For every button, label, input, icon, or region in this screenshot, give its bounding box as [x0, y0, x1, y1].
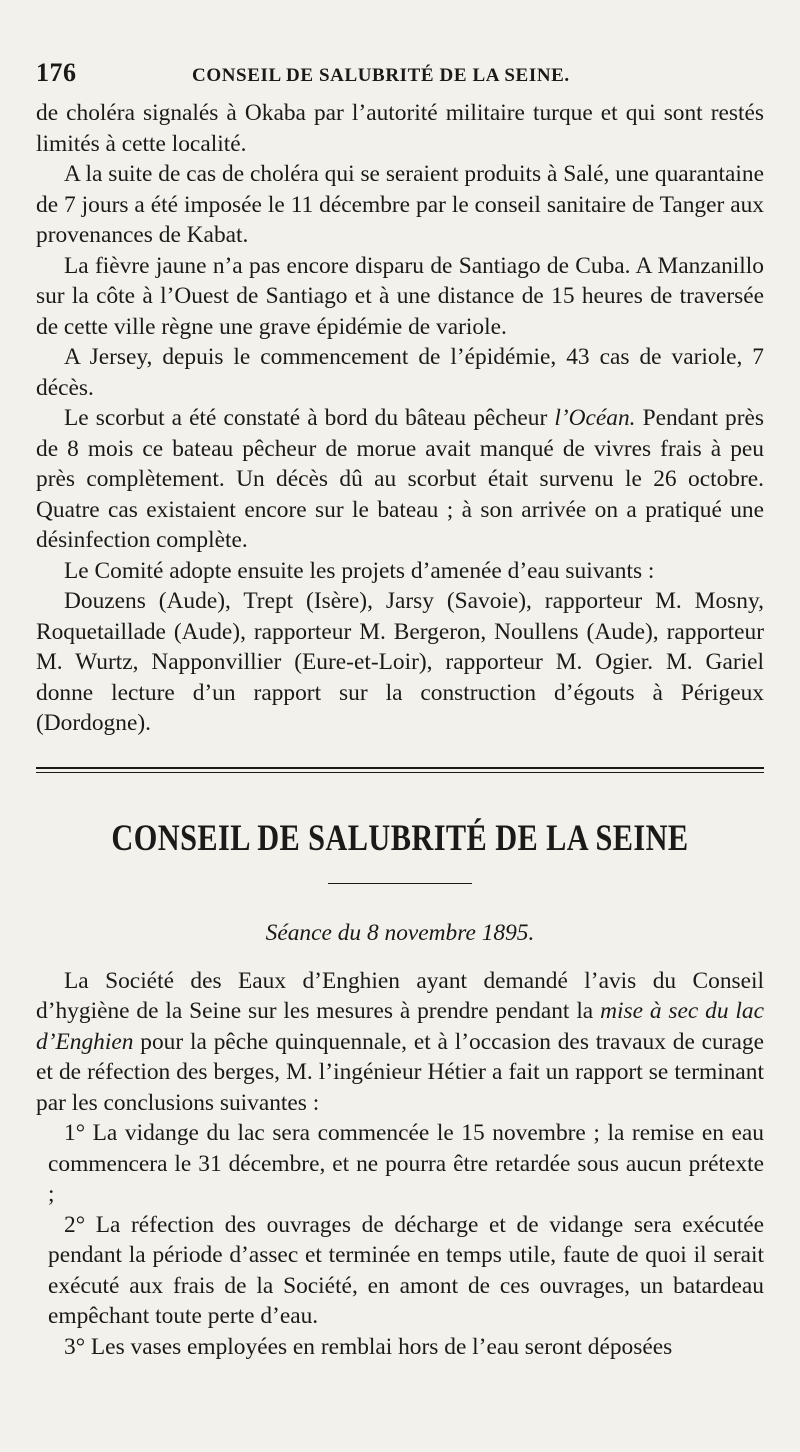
- session-date: Séance du 8 novembre 1895.: [265, 919, 535, 946]
- paragraph: [36, 966, 764, 1119]
- page-number: 176: [36, 58, 77, 87]
- list-item: 3° Les vases employées en remblai hors de l’eau seront déposées: [64, 1333, 673, 1360]
- text-run: pour la pêche quinquennale, et à l’occasion des travaux de curage et de réfection des berges, M. l’ingénieur Hétier a fait un rapport se terminant par les conclusions suivantes :: [36, 1028, 764, 1116]
- section-divider: [36, 767, 764, 773]
- running-title: CONSEIL DE SALUBRITÉ DE LA SEINE.: [192, 65, 570, 86]
- section-title: CONSEIL DE SALUBRITÉ DE LA SEINE: [111, 817, 689, 859]
- paragraph: Douzens (Aude), Trept (Isère), Jarsy (Savoie), rapporteur M. Mosny, Roquetaillade (Aude), rapporteur M. Bergeron, Noullens (Aude), rapporteur M. Wurtz, Napponvillier (Eure-et-Loir), rapporteur M. Ogier. M. Gariel donne lecture d’un rapport sur la construction d’égouts à Périgeux (Dordogne).: [36, 588, 764, 736]
- paragraph: Le Comité adopte ensuite les projets d’amenée d’eau suivants :: [64, 557, 655, 584]
- paragraph: [36, 403, 764, 556]
- running-head: [36, 58, 764, 98]
- paragraph: A Jersey, depuis le commencement de l’épidémie, 43 cas de variole, 7 décès.: [36, 344, 764, 401]
- text-run: Pendant près de 8 mois ce bateau pêcheur de morue avait manqué de vivres frais à peu près complètement. Un décès dû au scorbut était survenu le 26 octobre. Quatre cas existaient encore sur le bateau ; à son arrivée on a pratiqué une désinfection complète.: [36, 405, 764, 553]
- ship-name: l’Océan.: [554, 405, 636, 431]
- emphasis: mise à sec du lac d’Enghien: [36, 998, 764, 1055]
- text-run: La Société des Eaux d’Enghien ayant demandé l’avis du Conseil d’hygiène de la Seine sur les mesures à prendre pendant la: [36, 967, 764, 1024]
- title-underline: [328, 883, 472, 884]
- text-run: Le scorbut a été constaté à bord du bâteau pêcheur: [64, 405, 555, 431]
- paragraph: A la suite de cas de choléra qui se seraient produits à Salé, une quarantaine de 7 jours a été imposée le 11 décembre par le conseil sanitaire de Tanger aux provenances de Kabat.: [36, 161, 764, 248]
- list-item: 1° La vidange du lac sera commencée le 15 novembre ; la remise en eau commencera le 31 décembre, et ne pourra être retardée sous aucun prétexte ;: [48, 1120, 764, 1207]
- body-text-part2: [36, 966, 764, 1363]
- paragraph: La fièvre jaune n’a pas encore disparu de Santiago de Cuba. A Manzanillo sur la côte à l’Ouest de Santiago et à une distance de 15 heures de traversée de cette ville règne une grave épidémie de variole.: [36, 252, 764, 340]
- list-item: 2° La réfection des ouvrages de décharge et de vidange sera exécutée pendant la période d’assec et terminée en temps utile, faute de quoi il serait exécuté aux frais de la Société, en amont de ces ouvrages, un batardeau empêchant toute perte d’eau.: [48, 1211, 764, 1329]
- body-text-part1: [36, 98, 764, 739]
- paragraph: de choléra signalés à Okaba par l’autorité militaire turque et qui sont restés limités à cette localité.: [36, 100, 764, 157]
